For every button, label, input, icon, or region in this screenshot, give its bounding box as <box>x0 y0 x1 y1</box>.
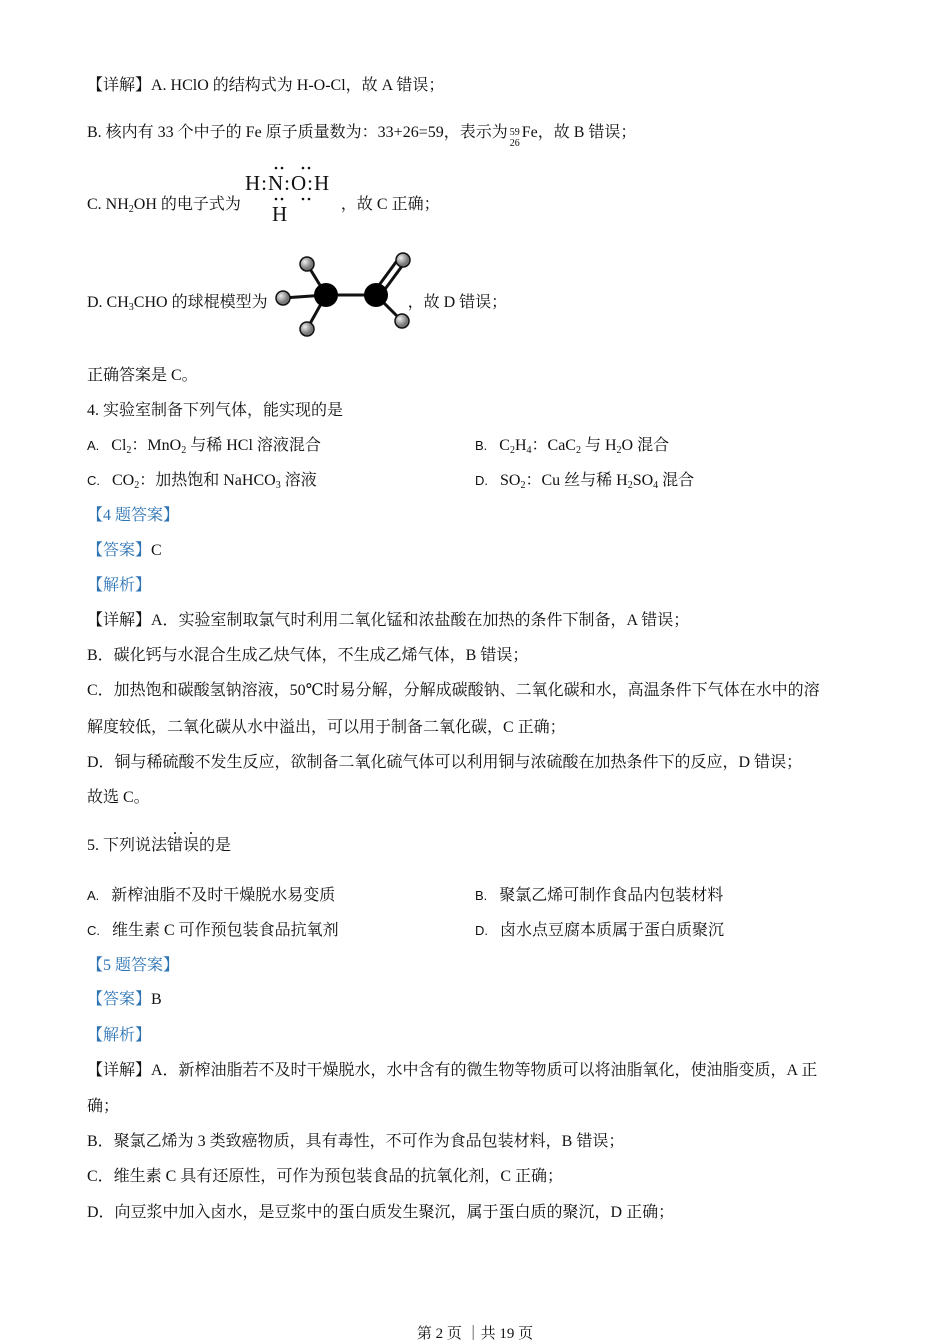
lewis-top: H:N:O:H <box>245 171 331 195</box>
option-label: D. <box>475 473 488 488</box>
q4-answer <box>87 541 162 561</box>
q4-analysis-tag: 【解析】 <box>87 577 152 594</box>
text: CHO 的球棍模型为 <box>133 294 268 311</box>
q4-detail-line: 解度较低，二氧化碳从水中溢出，可以用于制备二氧化碳，C 正确； <box>87 719 566 736</box>
q4-answer-header: 【4 题答案】 <box>87 507 180 524</box>
option-text: 维生素 C 可作预包装食品抗氧剂 <box>112 922 339 939</box>
option-text: $CO_2$：加热饱和 NaHCO$_3$ 溶液 <box>112 472 317 491</box>
q5-option-d <box>475 921 724 941</box>
answer-tag: 【答案】 <box>87 542 152 559</box>
q4-option-c <box>87 471 317 491</box>
option-text: 卤水点豆腐本质属于蛋白质聚沉 <box>500 922 725 939</box>
q5-detail-line: 确； <box>87 1098 120 1115</box>
q4-detail-line: 【详解】A．实验室制取氯气时利用二氧化锰和浓盐酸在加热的条件下制备，A 错误； <box>87 612 690 629</box>
page-footer: 第 2 页 ｜共 19 页 <box>416 1326 534 1342</box>
q3-detail-b <box>87 123 636 149</box>
element-symbol: Fe <box>521 124 538 141</box>
text: ，故 C 正确； <box>340 196 440 213</box>
q4-option-b <box>475 436 669 456</box>
q4-detail-line: B．碳化钙与水混合生成乙炔气体，不生成乙烯气体，B 错误； <box>87 647 529 664</box>
option-label: C. <box>87 473 100 488</box>
q4-option-d <box>475 471 694 491</box>
option-text: $SO_2$：Cu 丝与稀 $H_2SO_4$ 混合 <box>500 472 695 491</box>
subscript: 3 <box>128 302 134 313</box>
q5-option-c <box>87 921 339 941</box>
ball-and-stick-model <box>270 248 420 340</box>
q4-option-a <box>87 436 321 456</box>
text: OH 的电子式为 <box>133 196 241 213</box>
answer-value: B <box>151 991 162 1008</box>
option-text: 新榨油脂不及时干燥脱水易变质 <box>111 887 336 904</box>
q3-answer: 正确答案是 C。 <box>87 367 198 384</box>
text: 4. 实验室制备下列气体，能实现的是 <box>87 402 344 419</box>
atomic-number: 26 <box>509 138 520 149</box>
emphasis-char: 错 <box>167 837 184 854</box>
q5-detail-line: D．向豆浆中加入卤水，是豆浆中的蛋白质发生聚沉，属于蛋白质的聚沉，D 正确； <box>87 1204 675 1221</box>
option-label: B. <box>475 438 488 453</box>
q4-detail-line: D．铜与稀硫酸不发生反应，欲制备二氧化硫气体可以利用铜与浓硫酸在加热条件下的反应，D 错误； <box>87 754 803 771</box>
isotope-notation <box>510 127 520 149</box>
electron-dots <box>245 160 355 230</box>
text: B. 核内有 33 个中子的 Fe 原子质量数为：33+26=59，表示为 <box>87 124 508 141</box>
text: 5. 下列说法 <box>87 837 168 854</box>
q5-option-a <box>87 886 335 906</box>
option-label: B. <box>475 888 488 903</box>
q3-detail-a: 【详解】A. HClO 的结构式为 H-O-Cl，故 A 错误； <box>87 77 445 94</box>
q5-answer <box>87 990 162 1010</box>
emphasis-char: 误 <box>183 837 200 854</box>
text: C. NH <box>87 196 129 213</box>
option-label: C. <box>87 923 100 938</box>
option-text: 聚氯乙烯可制作食品内包装材料 <box>499 887 724 904</box>
option-label: D. <box>475 923 488 938</box>
option-text: $C_2H_4$：CaC$_2$ 与 $H_2O$ 混合 <box>499 437 670 456</box>
q5-analysis-tag: 【解析】 <box>87 1027 152 1044</box>
mass-number: 59 <box>509 127 520 138</box>
q5-detail-line: 【详解】A．新榨油脂若不及时干燥脱水，水中含有的微生物等物质可以将油脂氧化，使油脂变质，A 正 <box>87 1062 818 1079</box>
option-text: $Cl_2$：MnO$_2$ 与稀 HCl 溶液混合 <box>111 437 321 456</box>
q4-detail-line: 故选 C。 <box>87 789 150 806</box>
answer-value: C <box>151 542 162 559</box>
text: ，故 B 错误； <box>537 124 637 141</box>
text: D. CH <box>87 294 129 311</box>
q4-detail-line: C．加热饱和碳酸氢钠溶液，50℃时易分解，分解成碳酸钠、二氧化碳和水，高温条件下气体在水中的溶 <box>87 682 820 699</box>
lewis-bottom: H <box>272 202 288 226</box>
answer-tag: 【答案】 <box>87 991 152 1008</box>
option-label: A. <box>87 438 100 453</box>
option-label: A. <box>87 888 100 903</box>
text: 的是 <box>199 837 232 854</box>
q5-detail-line: C．维生素 C 具有还原性，可作为预包装食品的抗氧化剂，C 正确； <box>87 1168 564 1185</box>
lewis-structure-nh2oh <box>245 160 355 230</box>
q5-detail-line: B．聚氯乙烯为 3 类致癌物质，具有毒性，不可作为食品包装材料，B 错误； <box>87 1133 625 1150</box>
q5-stem <box>87 836 231 856</box>
subscript: 2 <box>128 204 134 215</box>
q5-answer-header: 【5 题答案】 <box>87 957 180 974</box>
q5-option-b <box>475 886 723 906</box>
q4-stem <box>87 401 343 421</box>
text: ，故 D 错误； <box>407 294 508 311</box>
